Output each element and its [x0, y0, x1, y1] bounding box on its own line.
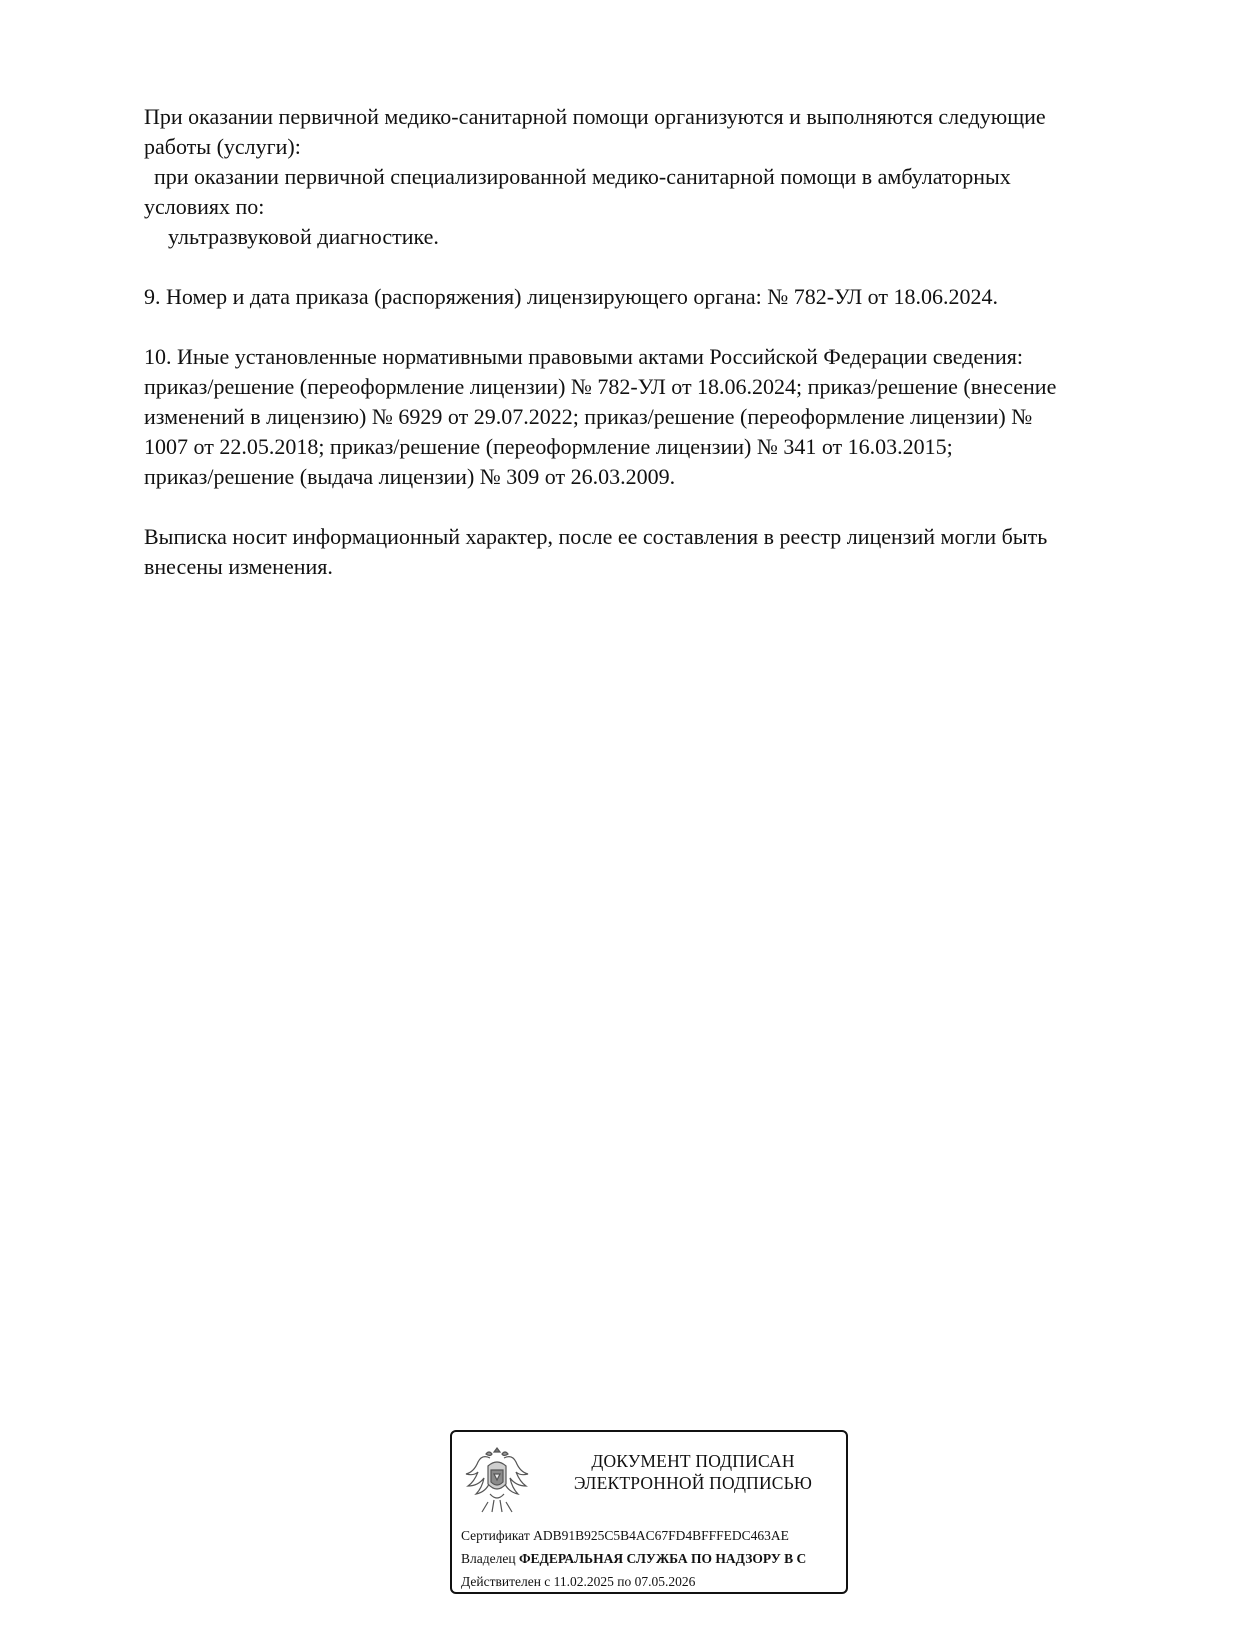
certificate-value: ADB91B925C5B4AC67FD4BFFFEDC463AE: [533, 1528, 789, 1543]
owner-value: ФЕДЕРАЛЬНАЯ СЛУЖБА ПО НАДЗОРУ В С: [518, 1551, 807, 1566]
other-info-line-3: изменений в лицензию) № 6929 от 29.07.2022; приказ/решение (переоформление лицензии) №: [144, 404, 1033, 429]
services-subitem: ультразвуковой диагностике.: [168, 224, 439, 249]
certificate-row: [461, 1524, 848, 1547]
other-info-line-1: 10. Иные установленные нормативными правовыми актами Российской Федерации сведения:: [144, 344, 1023, 369]
other-info-line-5: приказ/решение (выдача лицензии) № 309 от 26.03.2009.: [144, 464, 676, 489]
order-number-paragraph: 9. Номер и дата приказа (распоряжения) лицензирующего органа: № 782-УЛ от 18.06.2024.: [144, 284, 998, 309]
stamp-details: [461, 1524, 848, 1593]
disclaimer-line-2: внесены изменения.: [144, 554, 333, 579]
owner-row: [461, 1547, 848, 1570]
stamp-title: [548, 1450, 838, 1494]
services-item-line-1: при оказании первичной специализированной медико-санитарной помощи в амбулаторных: [154, 164, 1011, 189]
certificate-label: Сертификат: [461, 1528, 530, 1543]
disclaimer-line-1: Выписка носит информационный характер, после ее составления в реестр лицензий могли быть: [144, 524, 1048, 549]
services-heading-line-1: При оказании первичной медико-санитарной помощи организуются и выполняются следующие: [144, 104, 1046, 129]
double-headed-eagle-emblem-icon: [464, 1444, 530, 1518]
other-info-line-4: 1007 от 22.05.2018; приказ/решение (переоформление лицензии) № 341 от 16.03.2015;: [144, 434, 953, 459]
owner-label: Владелец: [461, 1551, 516, 1566]
document-body: [144, 102, 1184, 582]
stamp-title-line-2: ЭЛЕКТРОННОЙ ПОДПИСЬЮ: [573, 1473, 813, 1493]
services-heading-line-2: работы (услуги):: [144, 134, 301, 159]
services-item-line-2: условиях по:: [144, 194, 265, 219]
validity-row: Действителен с 11.02.2025 по 07.05.2026: [461, 1574, 696, 1589]
other-info-line-2: приказ/решение (переоформление лицензии) № 782-УЛ от 18.06.2024; приказ/решение (внесение: [144, 374, 1057, 399]
stamp-title-line-1: ДОКУМЕНТ ПОДПИСАН: [591, 1451, 795, 1471]
electronic-signature-stamp: [450, 1430, 848, 1594]
